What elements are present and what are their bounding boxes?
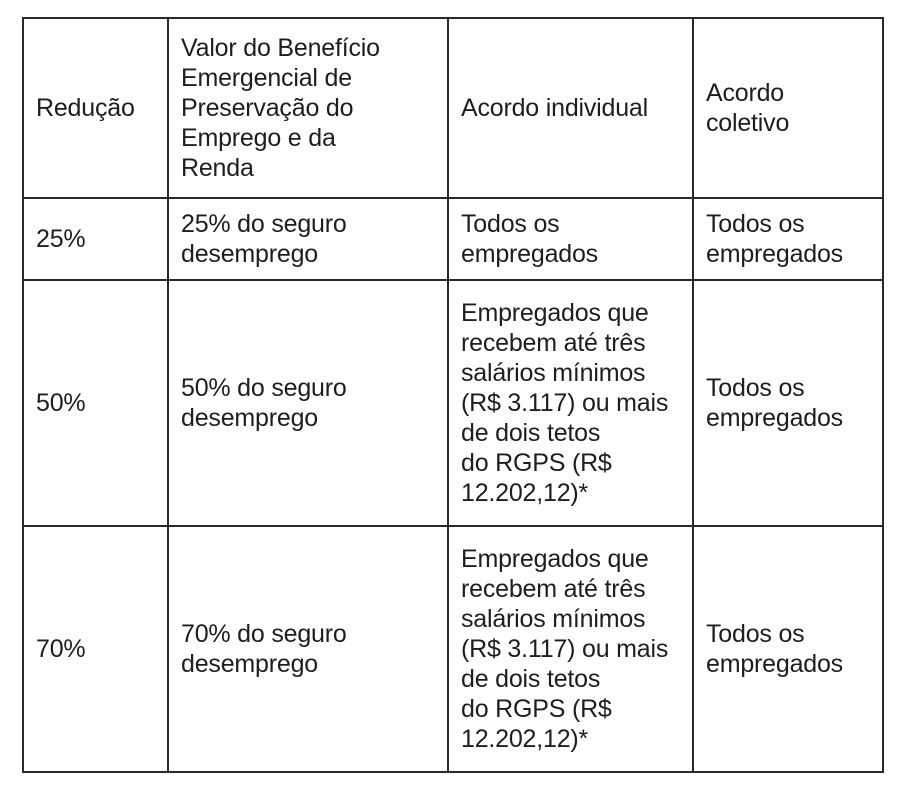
acordo-individual-cell xyxy=(448,280,693,526)
reducao-value: 25% xyxy=(36,225,86,253)
table-row xyxy=(23,280,883,526)
acordo-coletivo-cell xyxy=(693,198,883,280)
acordo-individual-value: Todos os empregados xyxy=(461,210,598,268)
valor-cell xyxy=(168,198,448,280)
acordo-individual-value: Empregados que recebem até três salários mínimos (R$ 3.117) ou mais de dois tetos do RGPS (R$ 12.202,12)* xyxy=(461,545,669,753)
benefit-table xyxy=(22,17,884,773)
valor-value: 25% do seguro desemprego xyxy=(181,210,347,268)
table-row xyxy=(23,526,883,772)
acordo-coletivo-value: Todos os empregados xyxy=(706,620,843,678)
header-cell-acordo-coletivo xyxy=(693,18,883,198)
header-cell-valor-beneficio xyxy=(168,18,448,198)
header-cell-acordo-individual xyxy=(448,18,693,198)
valor-value: 70% do seguro desemprego xyxy=(181,620,347,678)
header-cell-reducao xyxy=(23,18,168,198)
reducao-cell xyxy=(23,198,168,280)
benefit-table-container xyxy=(22,17,884,773)
valor-cell xyxy=(168,280,448,526)
header-reducao-label: Redução xyxy=(36,94,135,122)
header-valor-beneficio-label: Valor do Benefício Emergencial de Preservação do Emprego e da Renda xyxy=(181,34,380,182)
reducao-value: 50% xyxy=(36,389,86,417)
acordo-individual-cell xyxy=(448,526,693,772)
valor-cell xyxy=(168,526,448,772)
header-acordo-coletivo-label: Acordo coletivo xyxy=(706,79,790,137)
reducao-cell xyxy=(23,526,168,772)
acordo-individual-cell xyxy=(448,198,693,280)
header-acordo-individual-label: Acordo individual xyxy=(461,94,648,122)
table-row xyxy=(23,198,883,280)
reducao-cell xyxy=(23,280,168,526)
acordo-coletivo-cell xyxy=(693,526,883,772)
valor-value: 50% do seguro desemprego xyxy=(181,374,347,432)
acordo-coletivo-value: Todos os empregados xyxy=(706,210,843,268)
reducao-value: 70% xyxy=(36,635,86,663)
acordo-coletivo-cell xyxy=(693,280,883,526)
table-header-row xyxy=(23,18,883,198)
acordo-coletivo-value: Todos os empregados xyxy=(706,374,843,432)
acordo-individual-value: Empregados que recebem até três salários mínimos (R$ 3.117) ou mais de dois tetos do RGPS (R$ 12.202,12)* xyxy=(461,299,669,507)
